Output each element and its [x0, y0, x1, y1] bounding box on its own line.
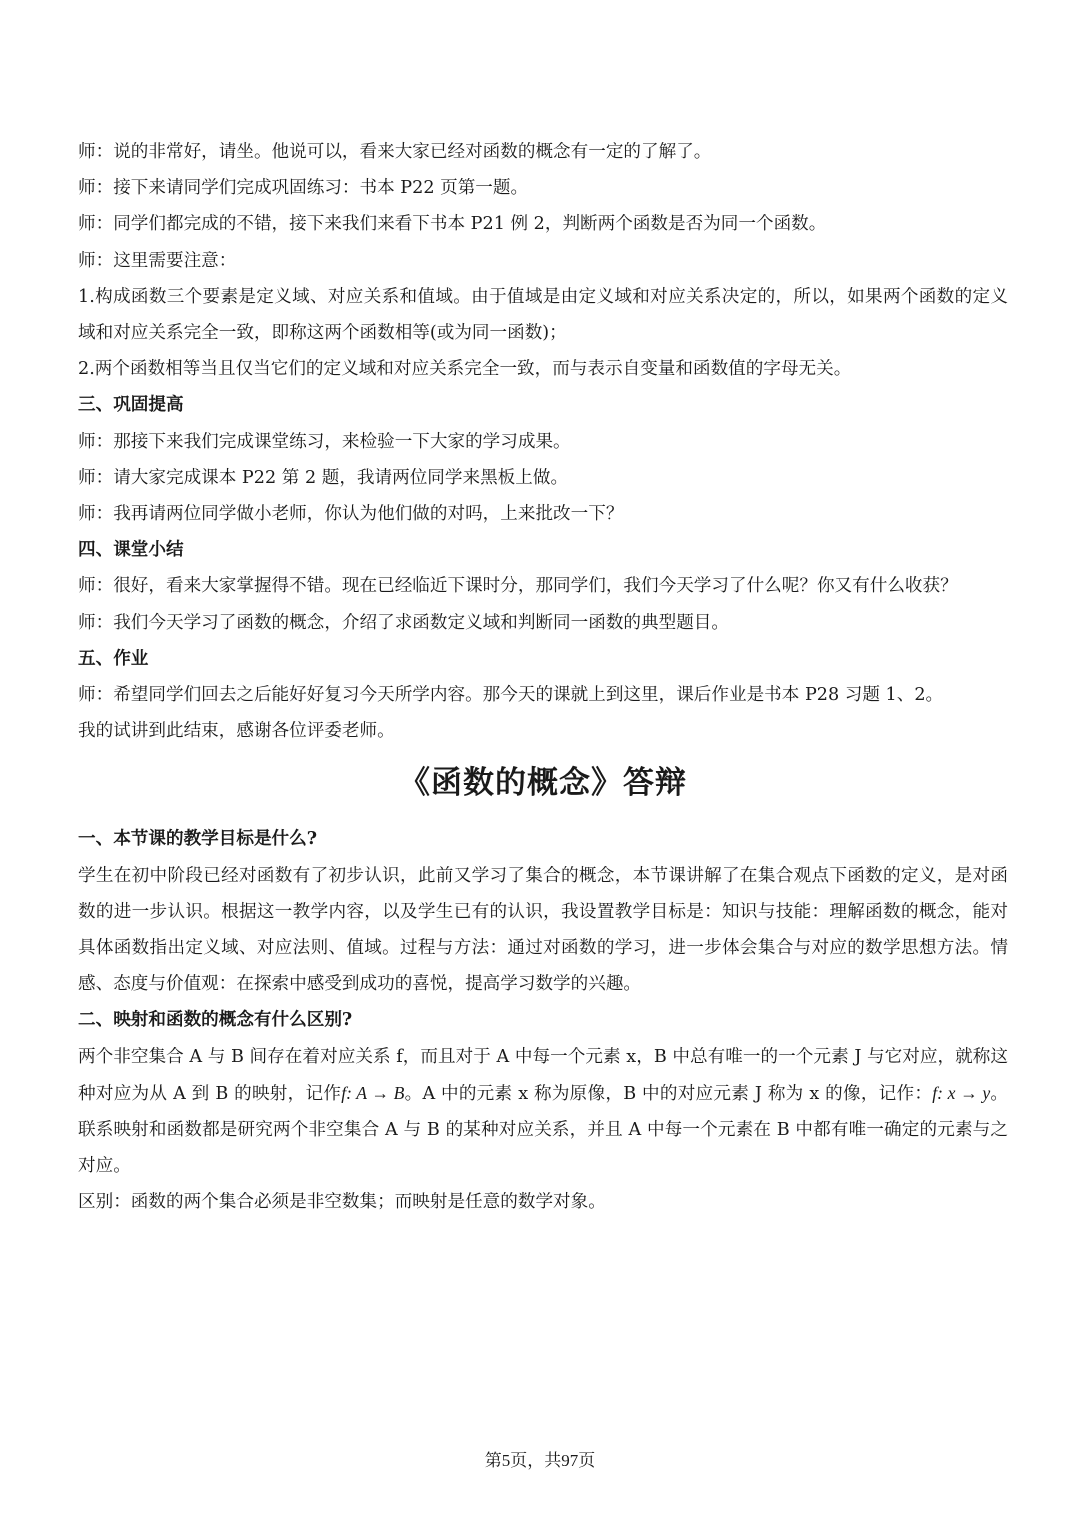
dialogue-line: 师：说的非常好，请坐。他说可以，看来大家已经对函数的概念有一定的了解了。: [78, 142, 712, 162]
difference-line: 区别：函数的两个集合必须是非空数集；而映射是任意的数学对象。: [78, 1192, 606, 1213]
dialogue-line: 师：这里需要注意：: [78, 250, 237, 271]
answer-paragraph: [78, 1039, 1008, 1185]
note-paragraph: 2.两个函数相等当且仅当它们的定义域和对应关系完全一致，而与表示自变量和函数值的字母无关。: [78, 359, 852, 380]
dialogue-line: 师：很好，看来大家掌握得不错。现在已经临近下课时分，那同学们，我们今天学习了什么呢？你又有什么收获？: [78, 576, 958, 597]
question-heading: 二、映射和函数的概念有什么区别?: [78, 1009, 353, 1031]
answer-text: 。A 中的元素 x 称为原像，B 中的对应元素 J 称为 x 的像，记作：: [404, 1083, 933, 1104]
answer-text: 两个非空集合 A 与 B 间存在着对应关系 f，而且对于 A 中每一个元素 x，B 中总有唯一的一个元素 J 与它对应，就称这种对应为从 A 到 B 的映射，记作: [78, 1046, 1008, 1104]
dialogue-line: 师：希望同学们回去之后能好好复习今天所学内容。那今天的课就上到这里，课后作业是书本 P28 习题 1、2。: [78, 685, 944, 706]
answer-paragraph: 学生在初中阶段已经对函数有了初步认识，此前又学习了集合的概念，本节课讲解了在集合观点下函数的定义，是对函数的进一步认识。根据这一教学内容，以及学生已有的认识，我设置教学目标是：知识与技能：理解函数的概念，能对具体函数指出定义域、对应法则、值域。过程与方法：通过对函数的学习，进一步体会集合与对应的数学思想方法。情感、态度与价值观：在探索中感受到成功的喜悦，提高学习数学的兴趣。: [78, 865, 1008, 995]
math-formula: f: A → B: [341, 1082, 405, 1103]
dialogue-line: 师：那接下来我们完成课堂练习，来检验一下大家的学习成果。: [78, 431, 571, 452]
page-title: 《函数的概念》答辩: [399, 765, 687, 802]
document-page: [78, 134, 1008, 1221]
answer-text: 。联系映射和函数都是研究两个非空集合 A 与 B 的某种对应关系，并且 A 中每一个元素在 B 中都有唯一确定的元素与之对应。: [78, 1083, 1008, 1177]
dialogue-line: 我的试讲到此结束，感谢各位评委老师。: [78, 721, 395, 742]
dialogue-line: 师：同学们都完成的不错，接下来我们来看下书本 P21 例 2，判断两个函数是否为同一个函数。: [78, 214, 827, 235]
page-number: 第5页，共97页: [484, 1451, 596, 1470]
dialogue-line: 师：接下来请同学们完成巩固练习：书本 P22 页第一题。: [78, 178, 529, 199]
math-formula: f: x → y: [932, 1082, 991, 1103]
dialogue-line: 师：我们今天学习了函数的概念，介绍了求函数定义域和判断同一函数的典型题目。: [78, 612, 729, 633]
section-heading: 五、作业: [78, 647, 149, 669]
section-heading: 四、课堂小结: [78, 539, 184, 561]
dialogue-line: 师：请大家完成课本 P22 第 2 题，我请两位同学来黑板上做。: [78, 467, 569, 488]
question-heading: 一、本节课的教学目标是什么?: [78, 828, 318, 850]
dialogue-line: 师：我再请两位同学做小老师，你认为他们做的对吗，上来批改一下？: [78, 504, 624, 525]
note-paragraph: 1.构成函数三个要素是定义域、对应关系和值域。由于值域是由定义域和对应关系决定的，所以，如果两个函数的定义域和对应关系完全一致，即称这两个函数相等(或为同一函数)；: [78, 286, 1008, 344]
section-heading: 三、巩固提高: [78, 394, 184, 416]
